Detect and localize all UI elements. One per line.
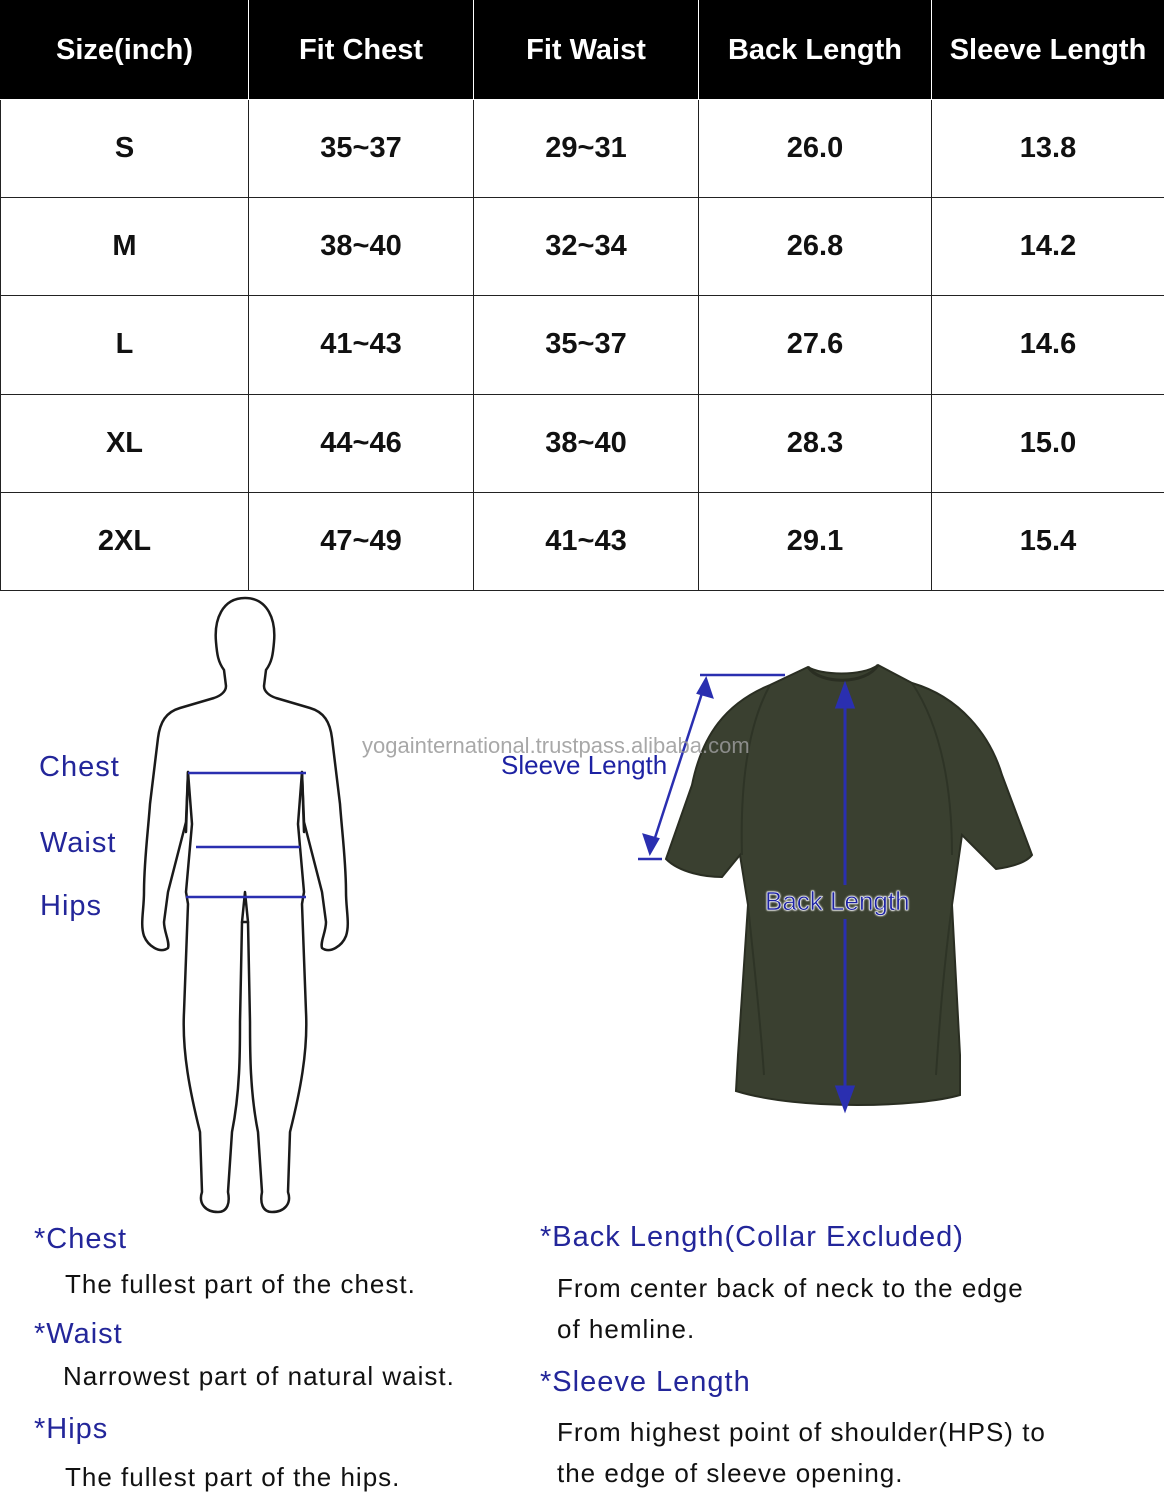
header-fit-waist: Fit Waist xyxy=(474,1,699,100)
header-back-length: Back Length xyxy=(699,1,932,100)
cell-sleeve-length: 14.6 xyxy=(932,296,1164,394)
hips-definition-text: The fullest part of the hips. xyxy=(65,1462,401,1492)
back-length-definition-line-2: of hemline. xyxy=(557,1314,696,1344)
cell-sleeve-length: 14.2 xyxy=(932,198,1164,296)
cell-size: L xyxy=(1,296,249,394)
chest-definition-text: The fullest part of the chest. xyxy=(65,1269,416,1299)
cell-chest: 38~40 xyxy=(249,198,474,296)
cell-size: 2XL xyxy=(1,492,249,590)
waist-definition-title: *Waist xyxy=(34,1318,123,1350)
cell-chest: 35~37 xyxy=(249,100,474,198)
back-length-label: Back Length xyxy=(765,886,910,916)
sleeve-length-definition-title: *Sleeve Length xyxy=(540,1366,751,1398)
cell-sleeve-length: 15.4 xyxy=(932,492,1164,590)
cell-chest: 41~43 xyxy=(249,296,474,394)
cell-sleeve-length: 15.0 xyxy=(932,394,1164,492)
table-row xyxy=(1,394,1164,492)
cell-chest: 47~49 xyxy=(249,492,474,590)
chest-label: Chest xyxy=(39,751,120,783)
header-sleeve-length: Sleeve Length xyxy=(932,1,1164,100)
waist-label: Waist xyxy=(40,827,117,859)
sleeve-length-label: Sleeve Length xyxy=(501,750,668,780)
waist-definition-text: Narrowest part of natural waist. xyxy=(63,1361,455,1391)
back-length-definition-line-1: From center back of neck to the edge xyxy=(557,1273,1024,1303)
table-row xyxy=(1,492,1164,590)
cell-waist: 35~37 xyxy=(474,296,699,394)
header-size: Size(inch) xyxy=(1,1,249,100)
cell-size: M xyxy=(1,198,249,296)
cell-chest: 44~46 xyxy=(249,394,474,492)
cell-waist: 29~31 xyxy=(474,100,699,198)
table-row xyxy=(1,198,1164,296)
sleeve-length-definition-line-2: the edge of sleeve opening. xyxy=(557,1458,904,1488)
table-header-row xyxy=(1,1,1164,100)
hips-definition-title: *Hips xyxy=(34,1413,109,1445)
hips-label: Hips xyxy=(40,890,103,922)
cell-sleeve-length: 13.8 xyxy=(932,100,1164,198)
header-fit-chest: Fit Chest xyxy=(249,1,474,100)
body-outline-figure xyxy=(130,592,360,1222)
table-row xyxy=(1,100,1164,198)
cell-waist: 38~40 xyxy=(474,394,699,492)
table-row xyxy=(1,296,1164,394)
cell-waist: 41~43 xyxy=(474,492,699,590)
sleeve-length-definition-line-1: From highest point of shoulder(HPS) to xyxy=(557,1417,1046,1447)
cell-size: XL xyxy=(1,394,249,492)
cell-back-length: 28.3 xyxy=(699,394,932,492)
watermark-text: yogainternational.trustpass.alibaba.com xyxy=(362,733,750,758)
cell-back-length: 27.6 xyxy=(699,296,932,394)
cell-size: S xyxy=(1,100,249,198)
cell-waist: 32~34 xyxy=(474,198,699,296)
chest-definition-title: *Chest xyxy=(34,1223,128,1255)
size-chart-table xyxy=(0,0,1164,591)
cell-back-length: 26.8 xyxy=(699,198,932,296)
back-length-definition-title: *Back Length(Collar Excluded) xyxy=(540,1221,964,1253)
cell-back-length: 29.1 xyxy=(699,492,932,590)
cell-back-length: 26.0 xyxy=(699,100,932,198)
